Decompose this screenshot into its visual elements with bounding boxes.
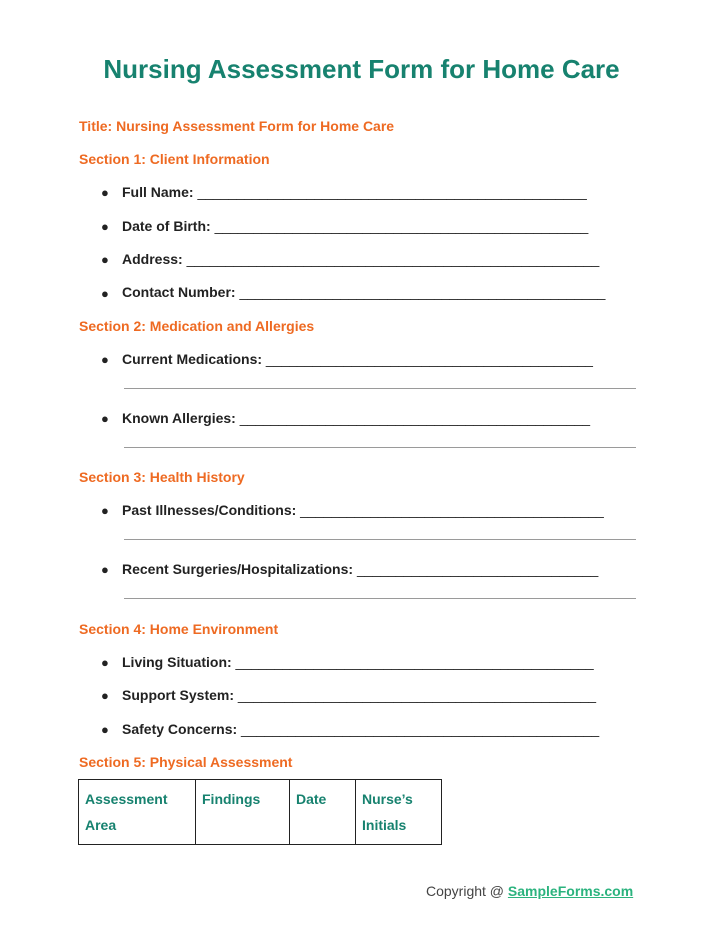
- support-system-field[interactable]: [122, 687, 596, 703]
- full-name-field[interactable]: [122, 184, 587, 200]
- date-of-birth-blank[interactable]: ________________________________________________: [214, 218, 589, 234]
- section-5-title: Section 5: Physical Assessment: [79, 754, 293, 770]
- form-heading: Nursing Assessment Form for Home Care: [103, 54, 620, 84]
- medications-continuation-line[interactable]: [124, 388, 636, 389]
- living-situation-label: Living Situation:: [122, 654, 232, 670]
- living-situation-blank[interactable]: ______________________________________________: [235, 654, 594, 670]
- current-medications-label: Current Medications:: [122, 351, 263, 367]
- address-field[interactable]: [122, 251, 599, 267]
- bullet-icon: ●: [101, 286, 109, 301]
- full-name-label: Full Name:: [122, 184, 194, 200]
- bullet-icon: ●: [101, 722, 109, 737]
- section-1-title: Section 1: Client Information: [79, 151, 270, 167]
- bullet-icon: ●: [101, 352, 109, 367]
- bullet-icon: ●: [101, 562, 109, 577]
- assessment-area-header: Assessment Area: [79, 780, 196, 845]
- title-line: Title: Nursing Assessment Form for Home Care: [79, 118, 395, 134]
- date-of-birth-label: Date of Birth:: [122, 218, 211, 234]
- contact-number-blank[interactable]: _______________________________________________: [239, 284, 606, 300]
- section-3-title: Section 3: Health History: [79, 469, 245, 485]
- recent-surgeries-blank[interactable]: _______________________________: [356, 561, 599, 577]
- date-of-birth-field[interactable]: [122, 218, 588, 234]
- date-header: Date: [290, 780, 356, 845]
- known-allergies-field[interactable]: [122, 410, 590, 426]
- recent-surgeries-label: Recent Surgeries/Hospitalizations:: [122, 561, 354, 577]
- findings-header: Findings: [196, 780, 290, 845]
- copyright-footer: [426, 883, 633, 899]
- safety-concerns-blank[interactable]: ______________________________________________: [241, 721, 600, 737]
- address-blank[interactable]: _____________________________________________________: [186, 251, 600, 267]
- safety-concerns-field[interactable]: [122, 721, 599, 737]
- physical-assessment-table: [78, 779, 442, 845]
- copyright-prefix: Copyright @: [426, 883, 508, 899]
- full-name-blank[interactable]: __________________________________________________: [197, 184, 587, 200]
- bullet-icon: ●: [101, 655, 109, 670]
- current-medications-field[interactable]: [122, 351, 593, 367]
- allergies-continuation-line[interactable]: [124, 447, 636, 448]
- table-header-row: [79, 780, 442, 845]
- living-situation-field[interactable]: [122, 654, 594, 670]
- contact-number-field[interactable]: [122, 284, 605, 300]
- safety-concerns-label: Safety Concerns:: [122, 721, 238, 737]
- bullet-icon: ●: [101, 688, 109, 703]
- past-illnesses-label: Past Illnesses/Conditions:: [122, 502, 297, 518]
- recent-surgeries-field[interactable]: [122, 561, 598, 577]
- bullet-icon: ●: [101, 252, 109, 267]
- current-medications-blank[interactable]: __________________________________________: [265, 351, 593, 367]
- bullet-icon: ●: [101, 219, 109, 234]
- bullet-icon: ●: [101, 411, 109, 426]
- section-2-title: Section 2: Medication and Allergies: [79, 318, 315, 334]
- nurses-initials-header: Nurse’s Initials: [356, 780, 442, 845]
- support-system-label: Support System:: [122, 687, 235, 703]
- bullet-icon: ●: [101, 185, 109, 200]
- brand-link[interactable]: SampleForms.com: [507, 883, 634, 899]
- known-allergies-label: Known Allergies:: [122, 410, 236, 426]
- illnesses-continuation-line[interactable]: [124, 539, 636, 540]
- support-system-blank[interactable]: ______________________________________________: [237, 687, 597, 703]
- contact-number-label: Contact Number:: [122, 284, 236, 300]
- past-illnesses-blank[interactable]: _______________________________________: [300, 502, 604, 518]
- bullet-icon: ●: [101, 503, 109, 518]
- address-label: Address:: [122, 251, 183, 267]
- surgeries-continuation-line[interactable]: [124, 598, 636, 599]
- past-illnesses-field[interactable]: [122, 502, 604, 518]
- known-allergies-blank[interactable]: _____________________________________________: [239, 410, 591, 426]
- section-4-title: Section 4: Home Environment: [79, 621, 279, 637]
